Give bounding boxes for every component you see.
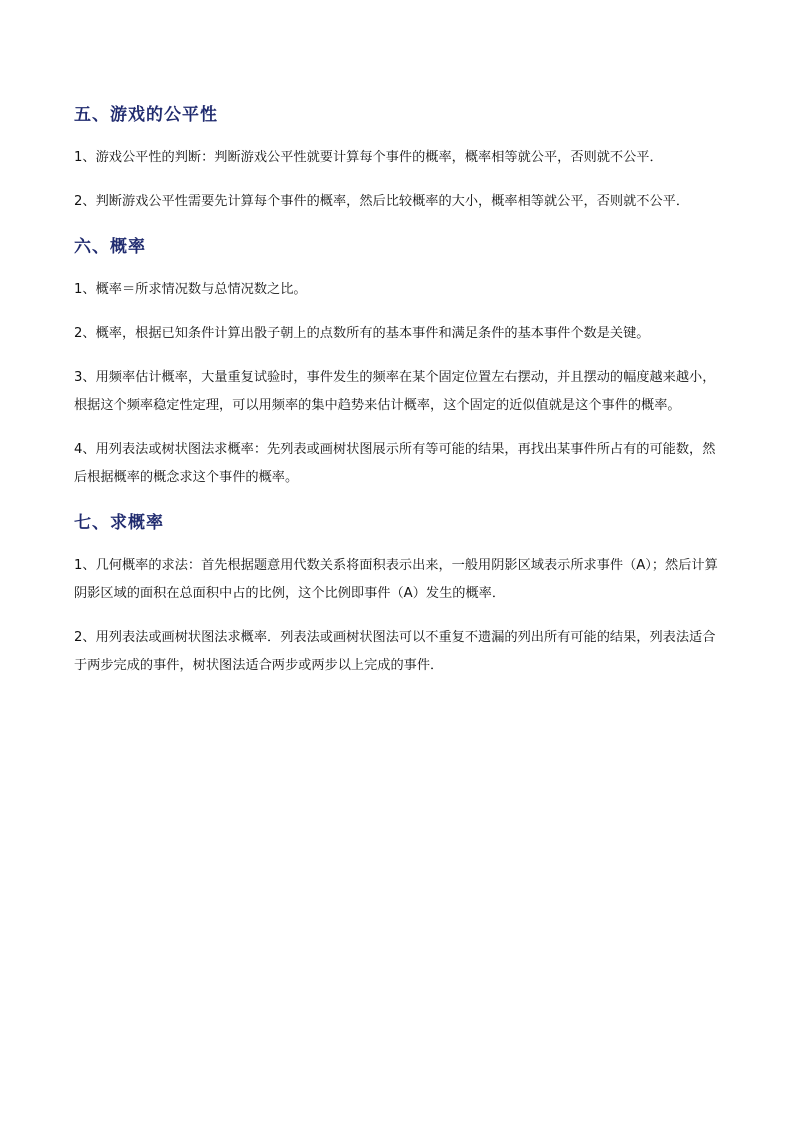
section-heading: 六、概率	[74, 237, 146, 257]
section-heading: 七、求概率	[74, 513, 164, 533]
paragraph: 1、游戏公平性的判断：判断游戏公平性就要计算每个事件的概率，概率相等就公平，否则就不公平．	[74, 150, 663, 165]
paragraph: 3、用频率估计概率，大量重复试验时，事件发生的频率在某个固定位置左右摆动，并且摆动的幅度越来越小，根据这个频率稳定性定理，可以用频率的集中趋势来估计概率，这个固定的近似值就是这个事件的概率。	[74, 370, 716, 413]
section-probability	[74, 232, 722, 492]
document-content	[74, 100, 722, 696]
paragraph: 4、用列表法或树状图法求概率：先列表或画树状图展示所有等可能的结果，再找出某事件所占有的可能数，然后根据概率的概念求这个事件的概率。	[74, 442, 716, 485]
section-game-fairness	[74, 100, 722, 216]
paragraph: 1、几何概率的求法：首先根据题意用代数关系将面积表示出来，一般用阴影区域表示所求事件（A）；然后计算阴影区域的面积在总面积中占的比例，这个比例即事件（A）发生的概率．	[74, 558, 718, 601]
paragraph: 1、概率＝所求情况数与总情况数之比。	[74, 282, 307, 297]
section-computing-probability	[74, 508, 722, 680]
section-heading: 五、游戏的公平性	[74, 105, 218, 125]
paragraph: 2、判断游戏公平性需要先计算每个事件的概率，然后比较概率的大小，概率相等就公平，否则就不公平．	[74, 194, 690, 209]
paragraph: 2、用列表法或画树状图法求概率．列表法或画树状图法可以不重复不遗漏的列出所有可能的结果，列表法适合于两步完成的事件，树状图法适合两步或两步以上完成的事件．	[74, 630, 716, 673]
paragraph: 2、概率，根据已知条件计算出骰子朝上的点数所有的基本事件和满足条件的基本事件个数是关键。	[74, 326, 650, 341]
